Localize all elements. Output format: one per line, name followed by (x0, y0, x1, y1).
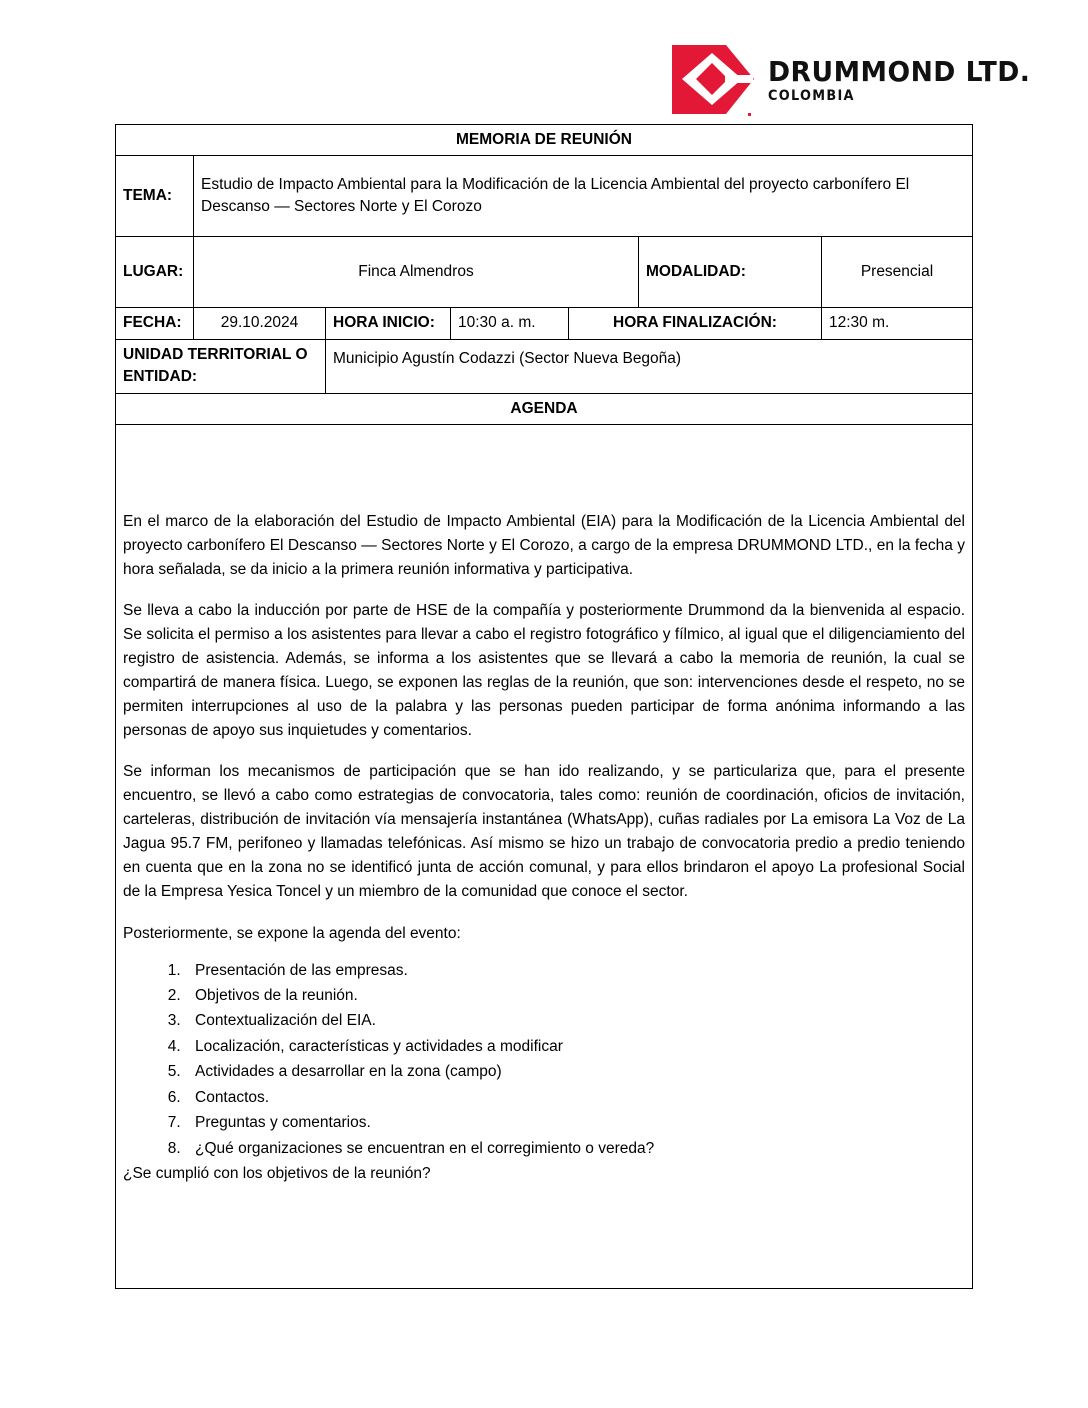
agenda-items-list (123, 959, 965, 1162)
hora-inicio-label: HORA INICIO: (326, 308, 451, 339)
agenda-header: AGENDA (116, 393, 973, 424)
table-row-agenda-header (116, 393, 973, 424)
tema-label: TEMA: (116, 156, 194, 237)
drummond-logo (668, 40, 1031, 120)
table-row-fecha (116, 308, 973, 339)
tema-value: Estudio de Impacto Ambiental para la Modificación de la Licencia Ambiental del proyecto carbonífero El Descanso — Sectores Norte y El Corozo (194, 156, 973, 237)
table-row-agenda-body (116, 425, 973, 1289)
list-item: 7. Preguntas y comentarios. (185, 1111, 965, 1135)
drummond-logo-mark (668, 43, 756, 117)
hora-inicio-value: 10:30 a. m. (451, 308, 569, 339)
fecha-label: FECHA: (116, 308, 194, 339)
agenda-paragraph-1: En el marco de la elaboración del Estudio de Impacto Ambiental (EIA) para la Modificación de la Licencia Ambiental del proyecto carbonífero El Descanso — Sectores Norte y El Corozo, a cargo de la empresa DRUMMOND LTD., en la fecha y hora señalada, se da inicio a la primera reunión informativa y participativa. (123, 513, 965, 579)
meeting-minutes-table (115, 124, 973, 1289)
table-row-lugar (116, 237, 973, 308)
unidad-territorial-label: UNIDAD TERRITORIAL O ENTIDAD: (116, 339, 326, 393)
unidad-territorial-value: Municipio Agustín Codazzi (Sector Nueva Begoña) (326, 339, 973, 393)
list-item: 3. Contextualización del EIA. (185, 1009, 965, 1033)
agenda-closing-question: ¿Se cumplió con los objetivos de la reunión? (123, 1165, 431, 1183)
document-title: MEMORIA DE REUNIÓN (116, 125, 973, 156)
table-row-unidad (116, 339, 973, 393)
agenda-paragraph-3: Se informan los mecanismos de participación que se han ido realizando, y se particulariza que, para el presente encuentro, se llevó a cabo como estrategias de convocatoria, tales como: reunión de coordinación, oficios de invitación, carteleras, distribución de invitación vía mensajería instantánea (WhatsApp), cuñas radiales por La emisora La Voz de La Jagua 95.7 FM, perifoneo y llamadas telefónicas. Así mismo se hizo un trabajo de convocatoria predio a predio teniendo en cuenta que en la zona no se identificó junta de acción comunal, y para ellos brindaron el apoyo La profesional Social de la Empresa Yesica Toncel y un miembro de la comunidad que conoce el sector. (123, 763, 965, 901)
list-item: 4. Localización, características y actividades a modificar (185, 1035, 965, 1059)
table-row-title (116, 125, 973, 156)
hora-finalizacion-label: HORA FINALIZACIÓN: (569, 308, 822, 339)
lugar-label: LUGAR: (116, 237, 194, 308)
list-item: 1. Presentación de las empresas. (185, 959, 965, 983)
hora-finalizacion-value: 12:30 m. (822, 308, 973, 339)
table-row-tema (116, 156, 973, 237)
list-item: 2. Objetivos de la reunión. (185, 984, 965, 1008)
fecha-value: 29.10.2024 (194, 308, 326, 339)
modalidad-value: Presencial (822, 237, 973, 308)
list-item: 5. Actividades a desarrollar en la zona (campo) (185, 1060, 965, 1084)
list-item: 8. ¿Qué organizaciones se encuentran en el corregimiento o vereda? (185, 1137, 965, 1161)
modalidad-label: MODALIDAD: (639, 237, 822, 308)
logo-country-name: COLOMBIA (768, 87, 855, 104)
agenda-paragraph-4: Posteriormente, se expone la agenda del evento: (123, 924, 461, 942)
agenda-body (116, 425, 973, 1289)
agenda-paragraph-2: Se lleva a cabo la inducción por parte de HSE de la compañía y posteriormente Drummond da la bienvenida al espacio. Se solicita el permiso a los asistentes para llevar a cabo el registro fotográfico y fílmico, al igual que el diligenciamiento del registro de asistencia. Además, se informa a los asistentes que se llevará a cabo la memoria de reunión, la cual se compartirá de manera física. Luego, se exponen las reglas de la reunión, que son: intervenciones desde el respeto, no se permiten interrupciones al uso de la palabra y las personas pueden participar de forma anónima informando a las personas de apoyo sus inquietudes y comentarios. (123, 602, 965, 740)
list-item: 6. Contactos. (185, 1086, 965, 1110)
logo-company-name: DRUMMOND LTD. (768, 54, 1031, 88)
lugar-value: Finca Almendros (194, 237, 639, 308)
logo-registered-dot (748, 113, 751, 116)
logo-text-group (768, 54, 1044, 104)
